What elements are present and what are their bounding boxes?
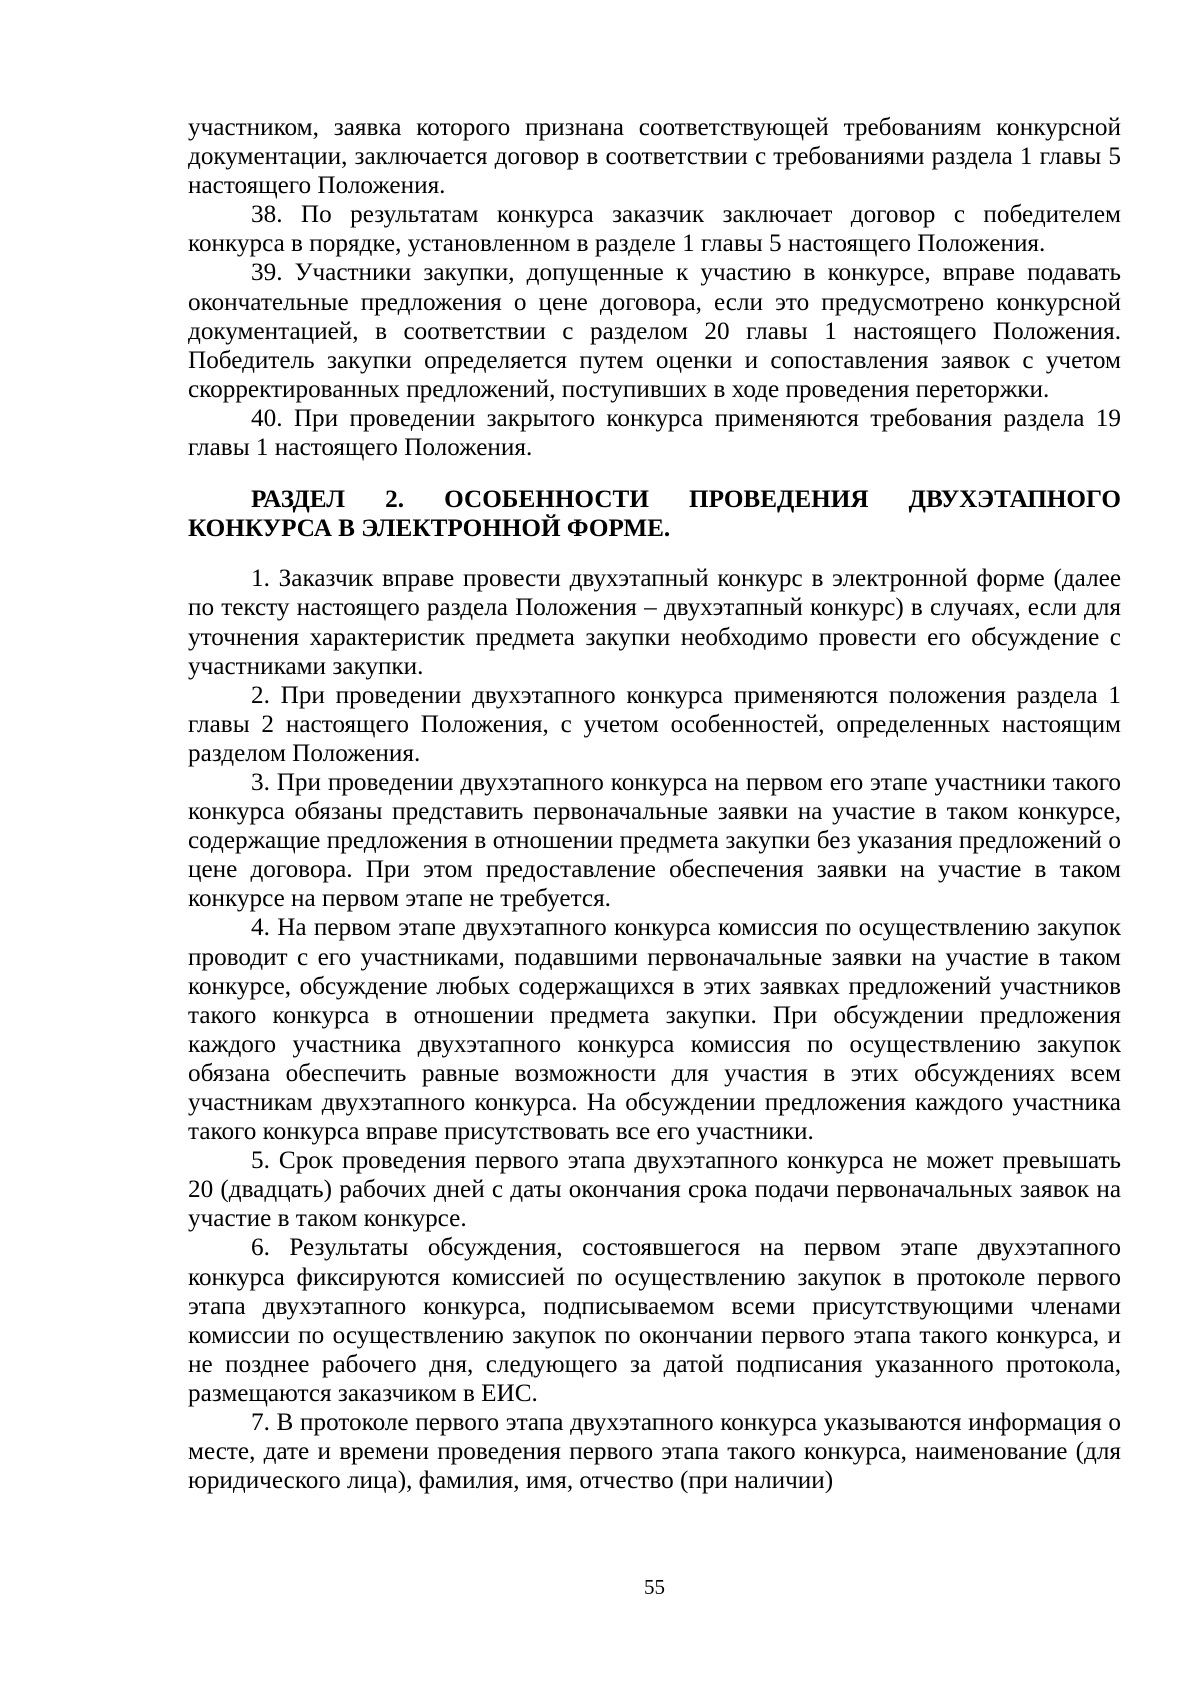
section-paragraph-6: 6. Результаты обсуждения, состоявшегося на первом этапе двухэтапного конкурса фиксируются комиссией по осуществлению закупок в протоколе первого этапа двухэтапного конкурса, подписываемом всеми присутствующими членами комиссии по осуществлению закупок по окончании первого этапа такого конкурса, и не позднее рабочего дня, следующего за датой подписания указанного протокола, размещаются заказчиком в ЕИС. [188,1234,1121,1407]
paragraph-39: 39. Участники закупки, допущенные к участию в конкурсе, вправе подавать окончательные предложения о цене договора, если это предусмотрено конкурсной документацией, в соответствии с разделом 20 главы 1 настоящего Положения. Победитель закупки определяется путем оценки и сопоставления заявок с учетом скорректированных предложений, поступивших в ходе проведения переторжки. [188,259,1121,403]
paragraph-38: 38. По результатам конкурса заказчик заключает договор с победителем конкурса в порядке, установленном в разделе 1 главы 5 настоящего Положения. [188,201,1121,258]
section-paragraph-5: 5. Срок проведения первого этапа двухэтапного конкурса не может превышать 20 (двадцать) рабочих дней с даты окончания срока подачи первоначальных заявок на участие в таком конкурсе. [188,1147,1121,1233]
section-paragraph-2: 2. При проведении двухэтапного конкурса применяются положения раздела 1 главы 2 настоящего Положения, с учетом особенностей, определенных настоящим разделом Положения. [188,681,1121,767]
document-page [188,113,1121,1495]
section-paragraph-4: 4. На первом этапе двухэтапного конкурса комиссия по осуществлению закупок проводит с его участниками, подавшими первоначальные заявки на участие в таком конкурсе, обсуждение любых содержащихся в этих заявках предложений участников такого конкурса в отношении предмета закупки. При обсуждении предложения каждого участника двухэтапного конкурса комиссия по осуществлению закупок обязана обеспечить равные возможности для участия в этих обсуждениях всем участникам двухэтапного конкурса. На обсуждении предложения каждого участника такого конкурса вправе присутствовать все его участники. [188,914,1121,1146]
section-paragraph-7: 7. В протоколе первого этапа двухэтапного конкурса указываются информация о месте, дате и времени проведения первого этапа такого конкурса, наименование (для юридического лица), фамилия, имя, отчество (при наличии) [188,1409,1121,1495]
section-paragraph-1: 1. Заказчик вправе провести двухэтапный конкурс в электронной форме (далее по тексту настоящего раздела Положения – двухэтапный конкурс) в случаях, если для уточнения характеристик предмета закупки необходимо провести его обсуждение с участниками закупки. [188,565,1121,680]
section-heading: РАЗДЕЛ 2. ОСОБЕННОСТИ ПРОВЕДЕНИЯ ДВУХЭТАПНОГО КОНКУРСА В ЭЛЕКТРОННОЙ ФОРМЕ. [188,486,1121,543]
section-paragraph-3: 3. При проведении двухэтапного конкурса на первом его этапе участники такого конкурса обязаны представить первоначальные заявки на участие в таком конкурсе, содержащие предложения в отношении предмета закупки без указания предложений о цене договора. При этом предоставление обеспечения заявки на участие в таком конкурсе на первом этапе не требуется. [188,768,1121,913]
page-number: 55 [644,1575,665,1599]
paragraph-40: 40. При проведении закрытого конкурса применяются требования раздела 19 главы 1 настоящего Положения. [188,404,1121,462]
paragraph-continuation: участником, заявка которого признана соответствующей требованиям конкурсной документации, заключается договор в соответствии с требованиями раздела 1 главы 5 настоящего Положения. [188,114,1121,200]
